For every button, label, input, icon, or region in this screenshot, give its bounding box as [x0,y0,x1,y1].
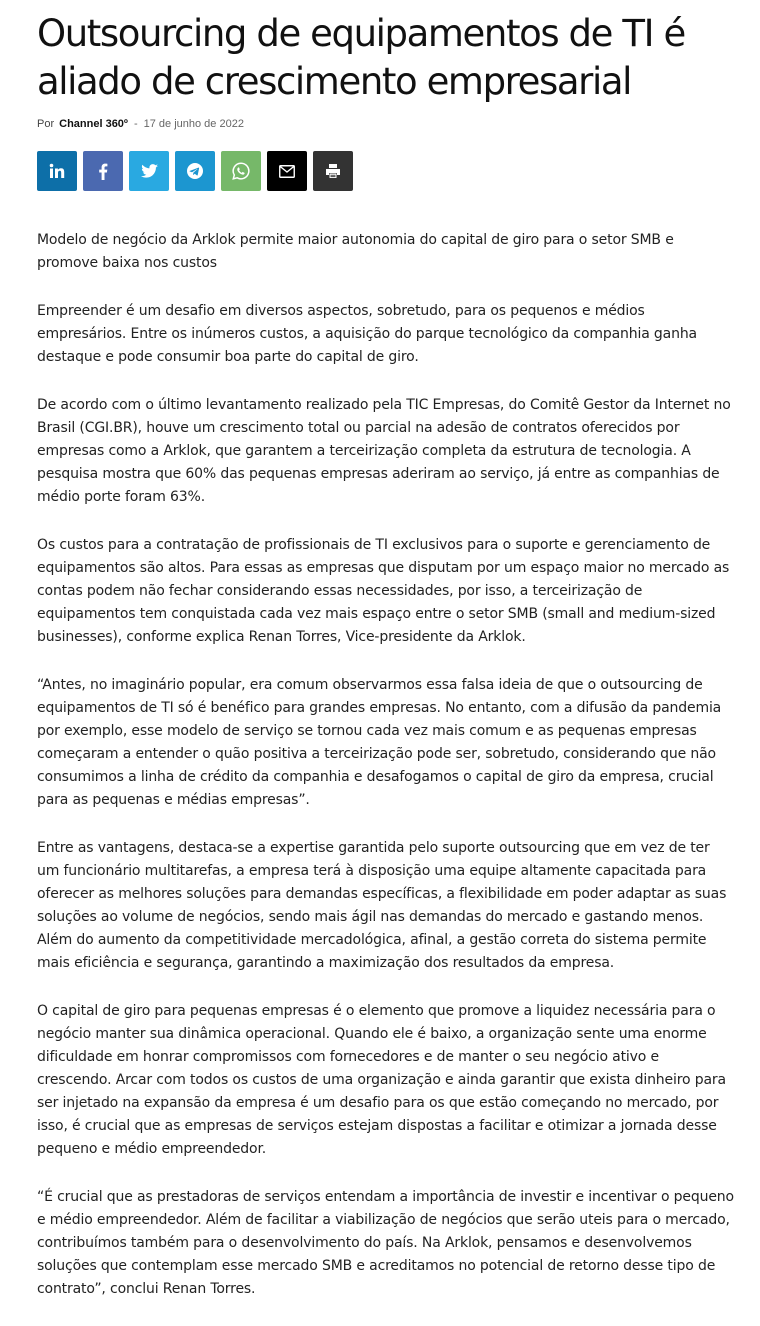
paragraph: Empreender é um desafio em diversos aspectos, sobretudo, para os pequenos e médios empresários. Entre os inúmeros custos, a aquisição do parque tecnológico da companhia ganha destaque e pode consumir boa parte do capital de giro. [37,303,697,365]
author-link[interactable]: Channel 360º [59,118,128,130]
paragraph: Modelo de negócio da Arklok permite maior autonomia do capital de giro para o setor SMB e promove baixa nos custos [37,232,674,271]
article-body [37,229,734,1301]
share-twitter-button[interactable] [129,151,169,191]
paragraph: De acordo com o último levantamento realizado pela TIC Empresas, do Comitê Gestor da Internet no Brasil (CGI.BR), houve um crescimento total ou parcial na adesão de contratos oferecidos por empresas como a Arklok, que garantem a terceirização completa da estrutura de tecnologia. A pesquisa mostra que 60% das pequenas empresas aderiram ao serviço, já entre as companhias de médio porte foram 63%. [37,397,731,505]
article-title: Outsourcing de equipamentos de TI é aliado de crescimento empresarial [37,12,685,103]
linkedin-icon [49,163,65,179]
share-linkedin-button[interactable] [37,151,77,191]
facebook-icon [98,163,108,180]
by-label: Por [37,118,55,130]
paragraph: “Antes, no imaginário popular, era comum observarmos essa falsa ideia de que o outsourcing de equipamentos de TI só é benéfico para grandes empresas. No entanto, com a difusão da pandemia por exemplo, esse modelo de serviço se tornou cada vez mais comum e as pequenas empresas começaram a entender o quão positiva a terceirização pode ser, sobretudo, considerando que não consumimos a linha de crédito da companhia e desafogamos o capital de giro da empresa, crucial para as pequenas e médias empresas”. [37,677,722,808]
share-telegram-button[interactable] [175,151,215,191]
share-whatsapp-button[interactable] [221,151,261,191]
telegram-icon [186,162,204,180]
whatsapp-icon [232,162,250,180]
share-buttons [37,151,734,191]
twitter-icon [141,164,158,178]
paragraph: O capital de giro para pequenas empresas é o elemento que promove a liquidez necessária para o negócio manter sua dinâmica operacional. Quando ele é baixo, a organização sente uma enorme dificuldade em honrar compromissos com fornecedores e de manter o seu negócio ativo e crescendo. Arcar com todos os custos de uma organização e ainda garantir que exista dinheiro para ser injetado na expansão da empresa é um desafio para os que estão começando no mercado, por isso, é crucial que as empresas de serviços estejam dispostas a facilitar e otimizar a jornada desse pequeno e médio empreendedor. [37,1003,726,1157]
article-meta [37,116,734,132]
share-print-button[interactable] [313,151,353,191]
printer-icon [325,163,341,179]
article [37,10,734,1326]
paragraph: “É crucial que as prestadoras de serviços entendam a importância de investir e incentivar o pequeno e médio empreendedor. Além de facilitar a viabilização de negócios que serão uteis para o mercado, contribuímos também para o desenvolvimento do país. Na Arklok, pensamos e desenvolvemos soluções que contemplam esse mercado SMB e acreditamos no potencial de retorno desse tipo de contrato”, conclui Renan Torres. [37,1189,734,1297]
paragraph: Entre as vantagens, destaca-se a expertise garantida pelo suporte outsourcing que em vez de ter um funcionário multitarefas, a empresa terá à disposição uma equipe altamente capacitada para oferecer as melhores soluções para demandas específicas, a flexibilidade em poder adaptar as suas soluções ao volume de negócios, sendo mais ágil nas demandas do mercado e gastando menos. Além do aumento da competitividade mercadológica, afinal, a gestão correta do sistema permite mais eficiência e segurança, garantindo a maximização dos resultados da empresa. [37,840,727,971]
paragraph: Os custos para a contratação de profissionais de TI exclusivos para o suporte e gerenciamento de equipamentos são altos. Para essas as empresas que disputam por um espaço maior no mercado as contas podem não fechar considerando essas necessidades, por isso, a terceirização de equipamentos tem conquistada cada vez mais espaço entre o setor SMB (small and medium-sized businesses), conforme explica Renan Torres, Vice-presidente da Arklok. [37,537,730,645]
share-email-button[interactable] [267,151,307,191]
publish-date: 17 de junho de 2022 [143,118,244,130]
envelope-icon [279,165,295,178]
meta-separator: - [133,118,138,130]
share-facebook-button[interactable] [83,151,123,191]
